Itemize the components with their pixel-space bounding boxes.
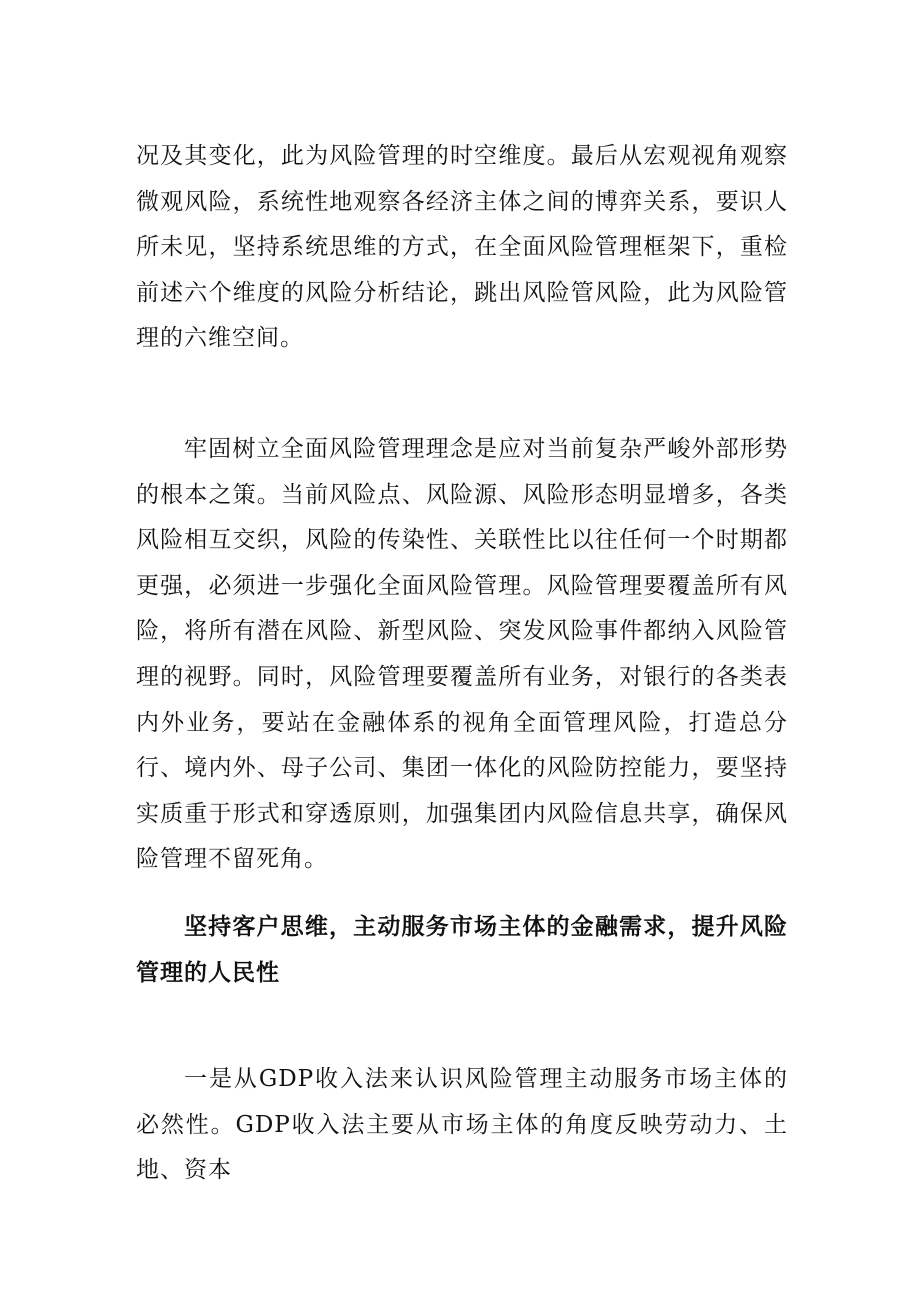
section-heading: 坚持客户思维，主动服务市场主体的金融需求，提升风险管理的人民性 bbox=[136, 913, 788, 986]
body-paragraph: 牢固树立全面风险管理理念是应对当前复杂严峻外部形势的根本之策。当前风险点、风险源、风险形态明显增多，各类风险相互交织，风险的传染性、关联性比以往任何一个时期都更强，必须进一步强化全面风险管理。风险管理要覆盖所有风险，将所有潜在风险、新型风险、突发风险事件都纳入风险管理的视野。同时，风险管理要覆盖所有业务，对银行的各类表内外业务，要站在金融体系的视角全面管理风险，打造总分行、境内外、母子公司、集团一体化的风险防控能力，要坚持实质重于形式和穿透原则，加强集团内风险信息共享，确保风险管理不留死角。 bbox=[136, 436, 788, 873]
body-paragraph: 一是从GDP收入法来认识风险管理主动服务市场主体的必然性。GDP收入法主要从市场主体的角度反映劳动力、土地、资本 bbox=[136, 1066, 788, 1184]
body-paragraph-continuation: 况及其变化，此为风险管理的时空维度。最后从宏观视角观察微观风险，系统性地观察各经济主体之间的博弈关系，要识人所未见，坚持系统思维的方式，在全面风险管理框架下，重检前述六个维度的风险分析结论，跳出风险管风险，此为风险管理的六维空间。 bbox=[136, 143, 788, 352]
